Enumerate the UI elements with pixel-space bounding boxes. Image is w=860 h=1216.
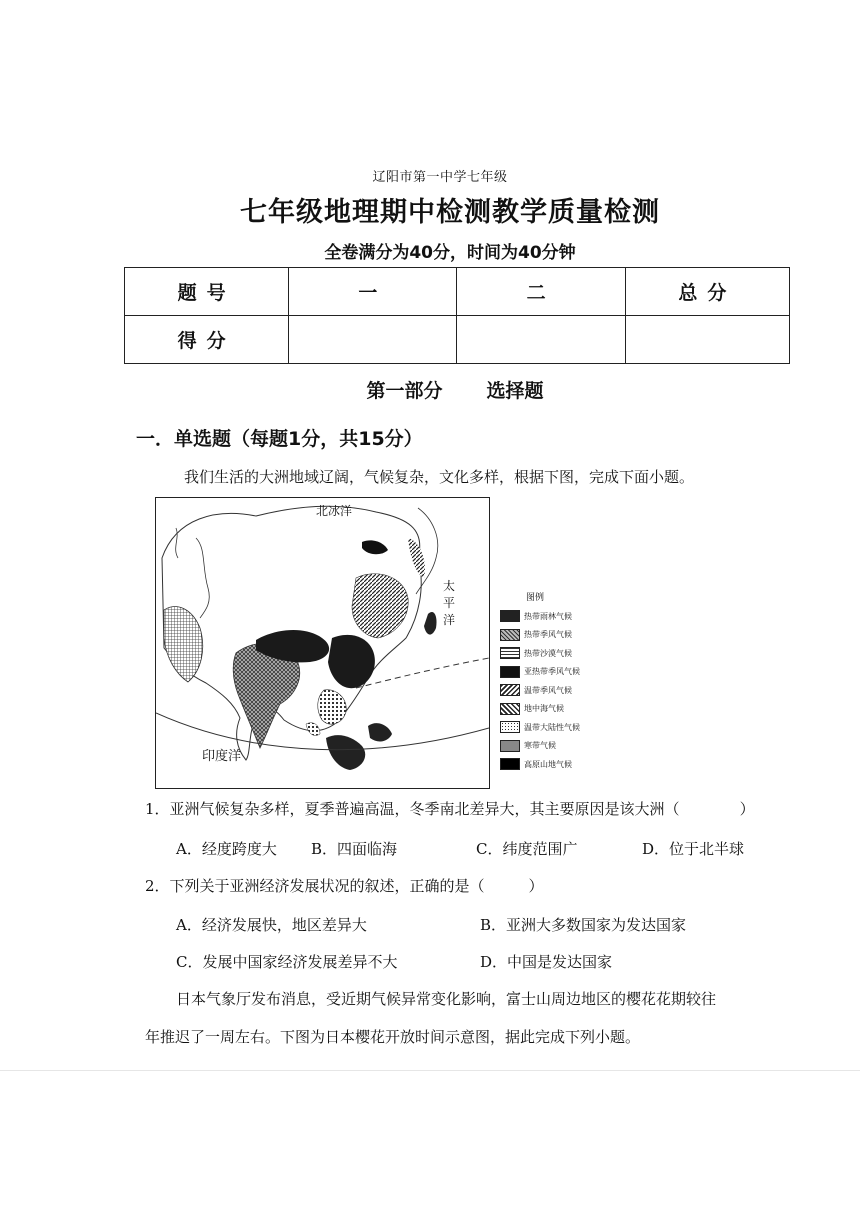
legend-item: 地中海气候 [500, 700, 620, 719]
question-1 [145, 798, 755, 819]
legend-swatch [500, 610, 520, 622]
legend-item: 热带沙漠气候 [500, 644, 620, 663]
option-c: C．纬度范围广 [476, 840, 578, 858]
legend-swatch [500, 629, 520, 641]
pacific-char: 太 [443, 579, 456, 593]
legend-swatch [500, 721, 520, 733]
option-a: A．经济发展快，地区差异大 [176, 916, 367, 934]
indian-ocean-label: 印度洋 [202, 749, 242, 764]
section-title: 一．单选题（每题1分，共15分） [136, 428, 423, 450]
passage-line-1: 日本气象厅发布消息，受近期气候异常变化影响，富士山周边地区的樱花花期较往 [176, 990, 717, 1008]
option-a: A．经度跨度大 [176, 840, 277, 858]
legend-item: 热带季风气候 [500, 626, 620, 645]
score-cell-empty [625, 316, 789, 364]
legend-item: 寒带气候 [500, 737, 620, 756]
legend-swatch [500, 647, 520, 659]
intro-text: 我们生活的大洲地域辽阔，气候复杂，文化多样，根据下图，完成下面小题。 [184, 468, 695, 486]
question-close: ） [528, 877, 544, 895]
question-2 [145, 875, 544, 896]
legend-swatch [500, 703, 520, 715]
question-stem: 1．亚洲气候复杂多样，夏季普遍高温，冬季南北差异大，其主要原因是该大洲（ [145, 800, 680, 818]
page-bottom-blank [0, 1070, 860, 1216]
option-d: D．中国是发达国家 [480, 953, 613, 971]
legend-title: 图例 [526, 593, 545, 603]
pacific-char: 洋 [443, 613, 456, 627]
option-d: D．位于北半球 [642, 840, 745, 858]
pacific-ocean-label [443, 578, 457, 629]
part-heading [0, 376, 860, 403]
legend-item: 温带季风气候 [500, 681, 620, 700]
arctic-ocean-label: 北冰洋 [316, 504, 353, 518]
part-name: 第一部分 [366, 380, 443, 402]
pacific-char: 平 [443, 596, 456, 610]
exam-subtitle: 全卷满分为40分，时间为40分钟 [324, 243, 576, 263]
option-b: B．四面临海 [311, 840, 398, 858]
legend-item: 温带大陆性气候 [500, 718, 620, 737]
legend-swatch [500, 740, 520, 752]
exam-title: 七年级地理期中检测教学质量检测 [240, 197, 660, 228]
asia-climate-map [155, 497, 490, 789]
score-cell: 总分 [625, 268, 789, 316]
passage-line-2: 年推迟了一周左右。下图为日本樱花开放时间示意图，据此完成下列小题。 [145, 1028, 641, 1046]
score-cell-empty [457, 316, 625, 364]
score-cell-empty [289, 316, 457, 364]
option-b: B．亚洲大多数国家为发达国家 [480, 916, 687, 934]
map-legend [500, 590, 620, 774]
score-table-header-row [125, 268, 790, 316]
score-cell: 题号 [125, 268, 289, 316]
score-cell: 一 [289, 268, 457, 316]
legend-item: 亚热带季风气候 [500, 663, 620, 682]
question-close: ） [739, 800, 755, 818]
score-cell: 得分 [125, 316, 289, 364]
part-label: 选择题 [486, 380, 544, 402]
legend-swatch [500, 684, 520, 696]
legend-item: 高原山地气候 [500, 755, 620, 774]
question-stem: 2．下列关于亚洲经济发展状况的叙述，正确的是（ [145, 877, 485, 895]
score-table-score-row [125, 316, 790, 364]
school-header: 辽阳市第一中学七年级 [372, 170, 508, 185]
legend-swatch [500, 758, 520, 770]
legend-swatch [500, 666, 520, 678]
score-cell: 二 [457, 268, 625, 316]
score-table [124, 267, 790, 364]
legend-item: 热带雨林气候 [500, 607, 620, 626]
option-c: C．发展中国家经济发展差异不大 [176, 953, 398, 971]
